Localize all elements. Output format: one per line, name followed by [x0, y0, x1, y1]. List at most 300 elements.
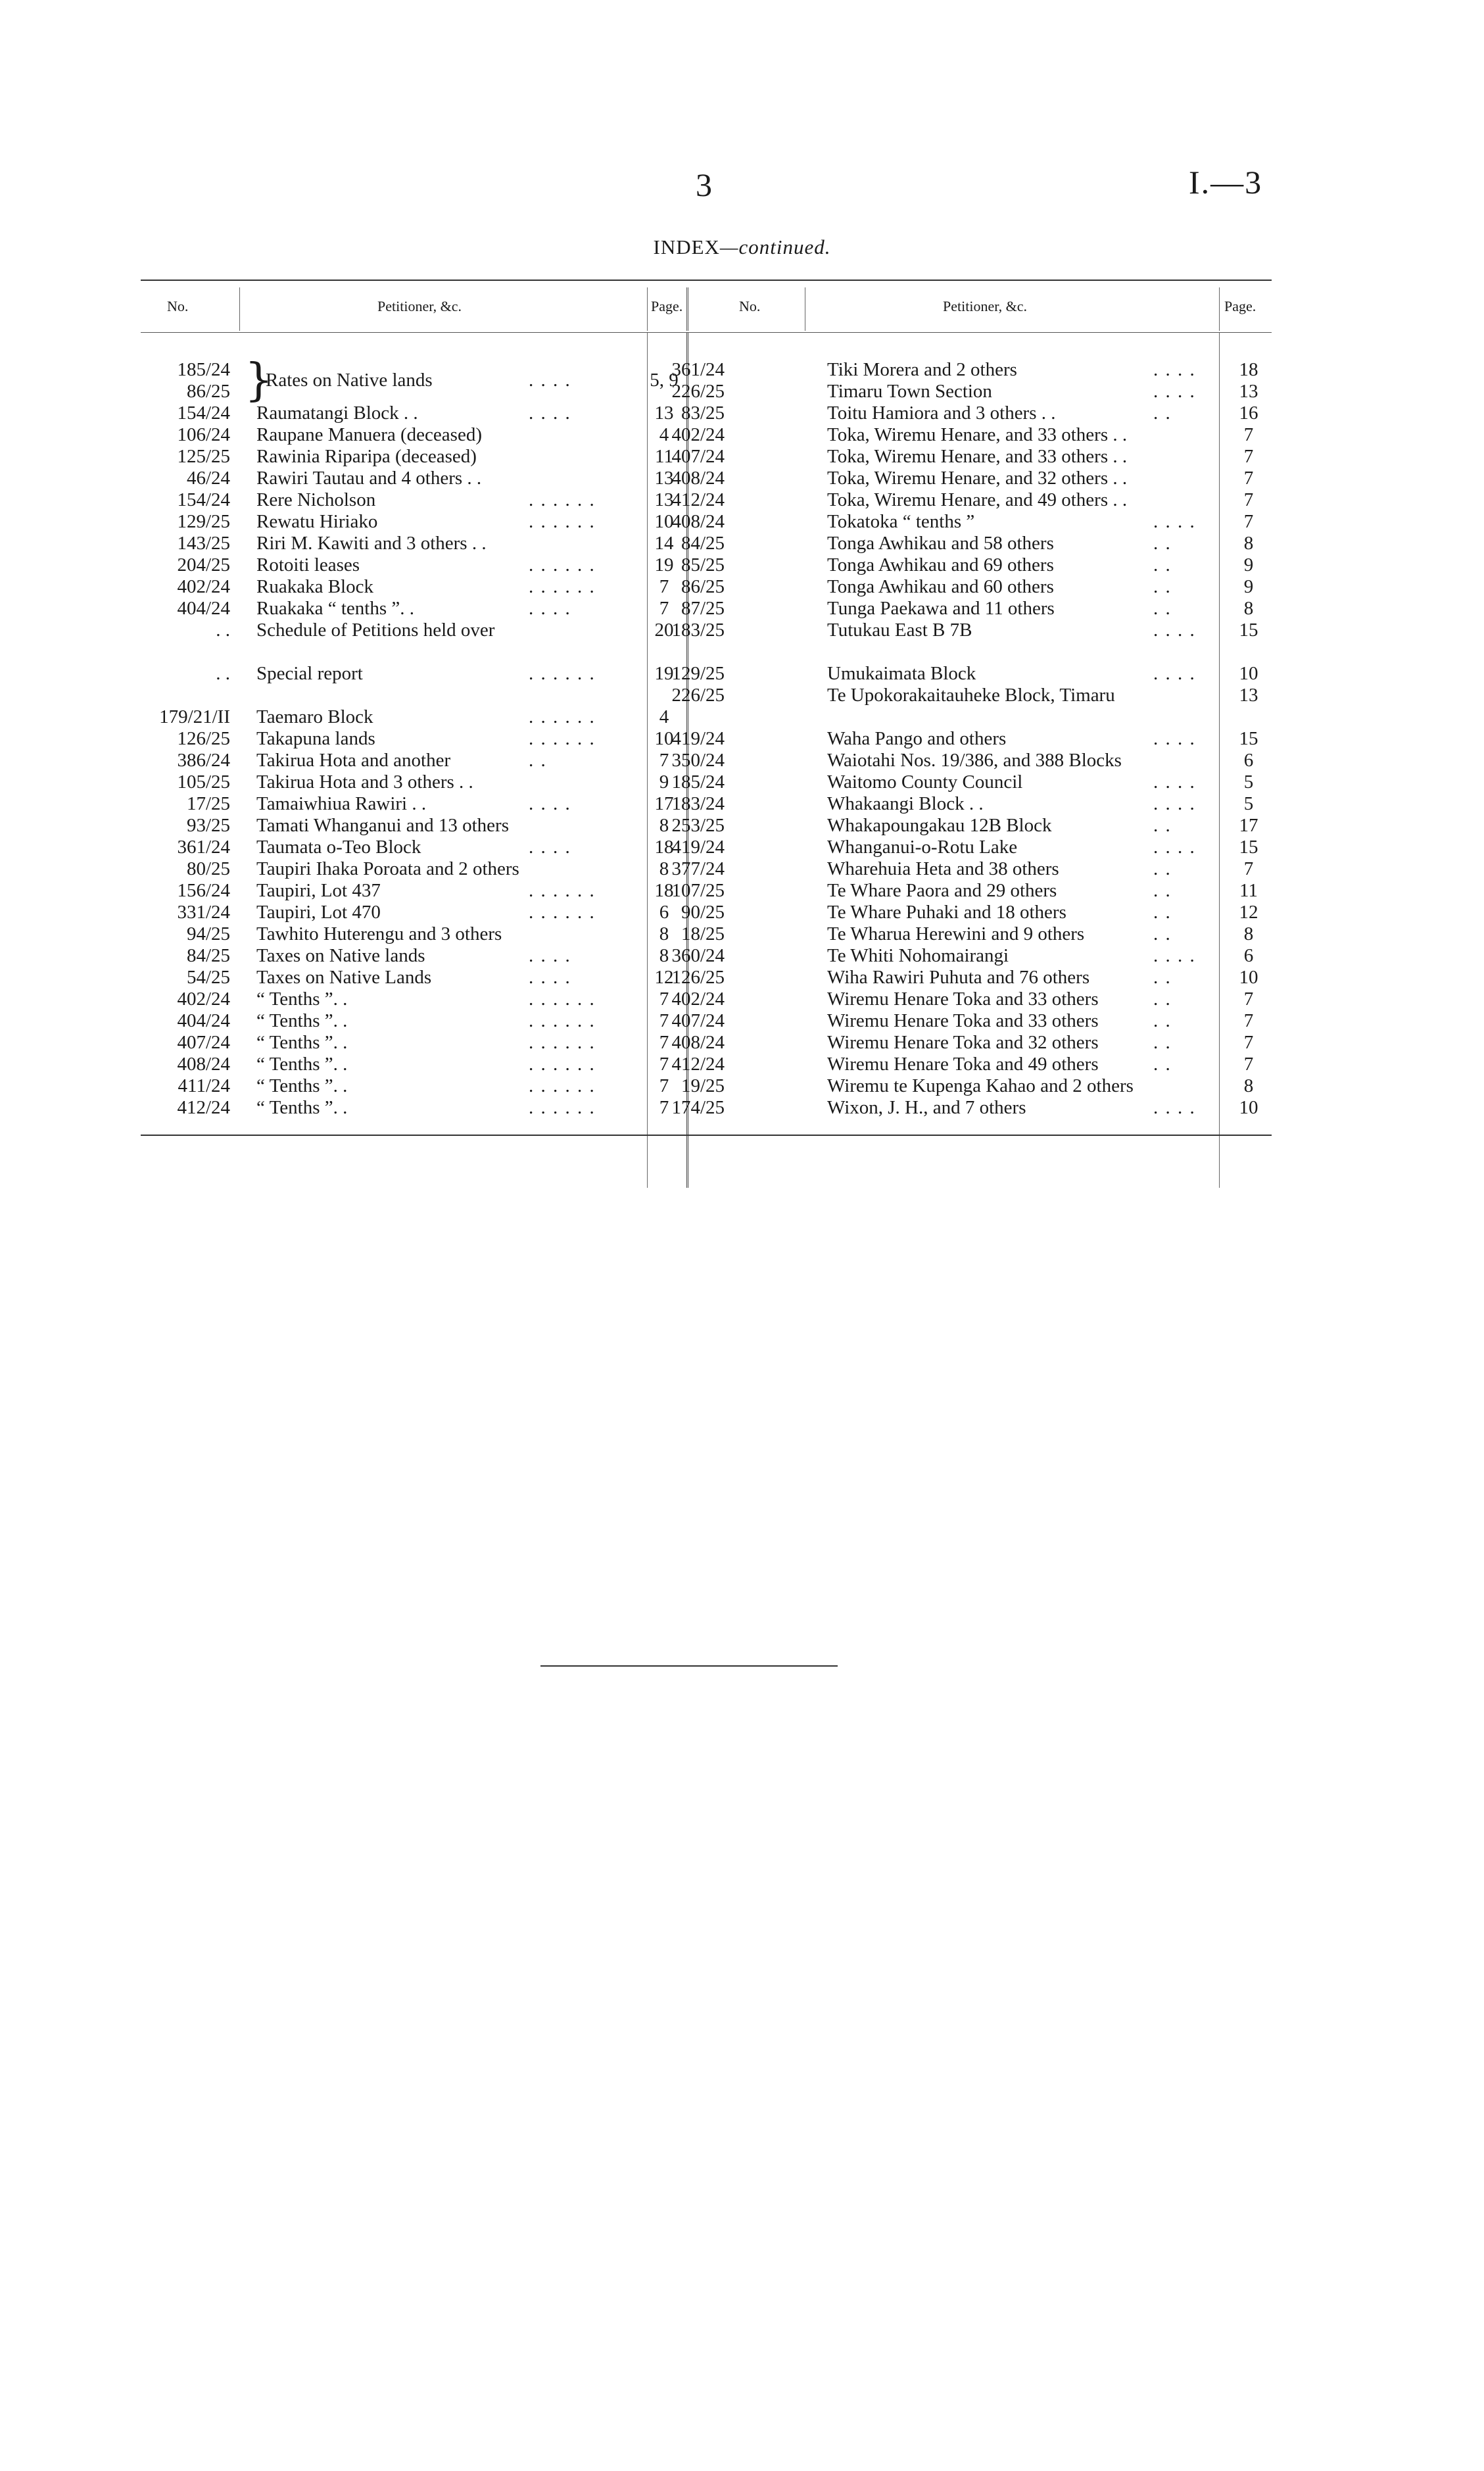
entry-page: 9	[659, 771, 669, 793]
entry-page: 7	[1243, 446, 1254, 467]
entry-page: 13	[1239, 685, 1258, 706]
entry-number: 183/25	[671, 620, 725, 641]
entry-page: 13	[654, 468, 674, 489]
entry-number: 185/24	[671, 771, 725, 793]
table-row-right	[141, 424, 1272, 446]
table-row-right	[141, 511, 1272, 533]
table-row-right	[141, 837, 1272, 858]
entry-page: 13	[654, 403, 674, 424]
entry-page: 15	[1239, 620, 1258, 641]
entry-number: 419/24	[671, 837, 725, 858]
leader-dots: . . . . . .	[529, 489, 596, 510]
entry-number: 86/25	[681, 576, 725, 597]
brace-glyph: }	[245, 355, 274, 406]
entry-page: 12	[654, 967, 674, 988]
entry-page: 7	[1243, 489, 1254, 510]
entry-petitioner: “ Tenths ”. .	[256, 1097, 348, 1118]
table-row-right	[141, 598, 1272, 620]
entry-number: 377/24	[671, 858, 725, 879]
table-row-right	[141, 489, 1272, 511]
index-title	[0, 235, 1484, 259]
leader-dots: . . . .	[529, 370, 571, 391]
leader-dots: . . . .	[1153, 793, 1196, 814]
entry-number: 154/24	[177, 489, 230, 510]
entry-number: 412/24	[671, 1054, 725, 1075]
entry-number: 350/24	[671, 750, 725, 771]
leader-dots: . .	[1153, 880, 1172, 901]
table-row-right	[141, 533, 1272, 554]
entry-number: 174/25	[671, 1097, 725, 1118]
table-row-right	[141, 880, 1272, 902]
entry-page: 7	[659, 1075, 669, 1096]
entry-number: 125/25	[177, 446, 230, 467]
entry-petitioner: Whakapoungakau 12B Block	[827, 815, 1052, 836]
entry-number: 402/24	[177, 576, 230, 597]
leader-dots: . .	[1153, 989, 1172, 1010]
table-row-right	[141, 1097, 1272, 1119]
entry-number: 402/24	[671, 424, 725, 445]
entry-number: 156/24	[177, 880, 230, 901]
entry-petitioner: Takapuna lands	[256, 728, 375, 749]
leader-dots: . . . .	[1153, 381, 1196, 402]
entry-page: 6	[659, 902, 669, 923]
entry-number: 407/24	[177, 1032, 230, 1053]
entry-number: 404/24	[177, 598, 230, 619]
entry-number: 90/25	[681, 902, 725, 923]
entry-page: 8	[659, 815, 669, 836]
entry-petitioner: Te Whare Paora and 29 others	[827, 880, 1057, 901]
entry-petitioner: Wharehuia Heta and 38 others	[827, 858, 1059, 879]
entry-page: 13	[1239, 381, 1258, 402]
entry-page: 19	[654, 663, 674, 684]
entry-number: 154/24	[177, 403, 230, 424]
entry-petitioner: Te Wharua Herewini and 9 others	[827, 923, 1085, 944]
entry-petitioner: Tamaiwhiua Rawiri . .	[256, 793, 427, 814]
entry-page: 11	[655, 446, 673, 467]
entry-petitioner: Rawinia Riparipa (deceased)	[256, 446, 477, 467]
entry-petitioner: Toka, Wiremu Henare, and 33 others . .	[827, 424, 1128, 445]
entry-page: 10	[1239, 663, 1258, 684]
entry-page: 19	[654, 554, 674, 575]
entry-petitioner: Te Whiti Nohomairangi	[827, 945, 1009, 966]
entry-petitioner: Rates on Native lands	[266, 370, 433, 391]
header-page: Page.	[651, 298, 683, 314]
entry-number: 412/24	[671, 489, 725, 510]
table-row-right	[141, 706, 1272, 728]
header-no-right: No.	[739, 298, 761, 314]
index-title-continued: —continued.	[719, 235, 831, 258]
entry-page: 17	[654, 793, 674, 814]
entry-page: 7	[659, 1054, 669, 1075]
entry-number: 107/25	[671, 880, 725, 901]
table-body	[141, 333, 1272, 1188]
entry-page: 8	[1243, 923, 1254, 944]
leader-dots: . . . . . .	[529, 554, 596, 575]
entry-page: 5	[1243, 793, 1254, 814]
table-row-right	[141, 1075, 1272, 1097]
entry-petitioner: Special report	[256, 663, 363, 684]
entry-petitioner: “ Tenths ”. .	[256, 1010, 348, 1031]
entry-page: 18	[654, 837, 674, 858]
leader-dots: . . . .	[1153, 663, 1196, 684]
entry-number: 129/25	[177, 511, 230, 532]
table-row-right	[141, 815, 1272, 837]
entry-petitioner: Tiki Morera and 2 others	[827, 359, 1017, 380]
document-reference: I.—3	[1189, 164, 1263, 201]
leader-dots: . . . . . .	[529, 902, 596, 923]
entry-page: 8	[659, 923, 669, 944]
table-row-right	[141, 771, 1272, 793]
entry-number: 226/25	[671, 381, 725, 402]
header-divider	[239, 287, 240, 331]
entry-page: 9	[1243, 576, 1254, 597]
leader-dots: . . . . . .	[529, 1010, 596, 1031]
entry-petitioner: Waiotahi Nos. 19/386, and 388 Blocks	[827, 750, 1122, 771]
table-row-right	[141, 1054, 1272, 1075]
entry-page: 18	[1239, 359, 1258, 380]
entry-petitioner: Whanganui-o-Rotu Lake	[827, 837, 1018, 858]
entry-petitioner: Tamati Whanganui and 13 others	[256, 815, 509, 836]
leader-dots: . .	[1153, 858, 1172, 879]
entry-petitioner: Ruakaka “ tenths ”. .	[256, 598, 414, 619]
header-page-right: Page.	[1224, 298, 1257, 314]
entry-page: 13	[654, 489, 674, 510]
entry-petitioner: Rawiri Tautau and 4 others . .	[256, 468, 482, 489]
entry-page: 10	[1239, 1097, 1258, 1118]
entry-page: 15	[1239, 837, 1258, 858]
leader-dots: . . . . . .	[529, 663, 596, 684]
entry-petitioner: Toitu Hamiora and 3 others . .	[827, 403, 1056, 424]
entry-petitioner: Tonga Awhikau and 69 others	[827, 554, 1054, 575]
entry-petitioner: Whakaangi Block . .	[827, 793, 984, 814]
index-title-main: INDEX	[653, 235, 720, 258]
entry-number: 106/24	[177, 424, 230, 445]
table-row-right	[141, 858, 1272, 880]
entry-page: 7	[659, 989, 669, 1010]
table-row-right	[141, 359, 1272, 381]
entry-number: 94/25	[186, 923, 230, 944]
entry-petitioner: Wiha Rawiri Puhuta and 76 others	[827, 967, 1090, 988]
leader-dots: . . . .	[529, 793, 571, 814]
entry-petitioner: Taemaro Block	[256, 706, 373, 727]
leader-dots: . . . . . .	[529, 989, 596, 1010]
entry-number: 185/24	[177, 359, 230, 380]
leader-dots: . . . . . .	[529, 576, 596, 597]
entry-petitioner: Tutukau East B 7B	[827, 620, 972, 641]
index-table	[141, 280, 1272, 1188]
leader-dots: . .	[529, 750, 547, 771]
leader-dots: . . . . . .	[529, 1075, 596, 1096]
entry-number: 19/25	[681, 1075, 725, 1096]
entry-page: 7	[1243, 511, 1254, 532]
entry-page: 7	[1243, 468, 1254, 489]
leader-dots: . . . . . .	[529, 1054, 596, 1075]
table-row-right	[141, 1010, 1272, 1032]
leader-dots: . . . .	[1153, 945, 1196, 966]
entry-page: 12	[1239, 902, 1258, 923]
entry-number: 419/24	[671, 728, 725, 749]
entry-number: 86/25	[186, 381, 230, 402]
leader-dots: . .	[1153, 554, 1172, 575]
leader-dots: . .	[1153, 403, 1172, 424]
leader-dots: . .	[1153, 967, 1172, 988]
entry-number: 407/24	[671, 1010, 725, 1031]
entry-petitioner: Toka, Wiremu Henare, and 32 others . .	[827, 468, 1128, 489]
leader-dots: . . . .	[1153, 620, 1196, 641]
entry-petitioner: “ Tenths ”. .	[256, 989, 348, 1010]
entry-page: 9	[1243, 554, 1254, 575]
entry-petitioner: Taupiri, Lot 470	[256, 902, 381, 923]
entry-number: 84/25	[681, 533, 725, 554]
leader-dots: . . . .	[1153, 1097, 1196, 1118]
entry-page: 7	[659, 1097, 669, 1118]
entry-petitioner: Wiremu Henare Toka and 33 others	[827, 1010, 1099, 1031]
entry-page: 15	[1239, 728, 1258, 749]
table-row-right	[141, 728, 1272, 750]
table-row-right	[141, 685, 1272, 706]
entry-number: 105/25	[177, 771, 230, 793]
leader-dots: . . . .	[529, 967, 571, 988]
leader-dots: . .	[1153, 533, 1172, 554]
entry-number: 361/24	[671, 359, 725, 380]
leader-dots: . . . . . .	[529, 1097, 596, 1118]
entry-number: 46/24	[186, 468, 230, 489]
header-divider	[1219, 287, 1220, 331]
entry-petitioner: “ Tenths ”. .	[256, 1075, 348, 1096]
entry-petitioner: Te Whare Puhaki and 18 others	[827, 902, 1066, 923]
leader-dots: . .	[1153, 576, 1172, 597]
entry-page: 8	[1243, 533, 1254, 554]
entry-petitioner: Waitomo County Council	[827, 771, 1023, 793]
leader-dots: . .	[1153, 1032, 1172, 1053]
entry-page: 6	[1243, 945, 1254, 966]
entry-page: 4	[659, 706, 669, 727]
entry-page: 7	[659, 576, 669, 597]
table-row-right	[141, 554, 1272, 576]
entry-petitioner: Toka, Wiremu Henare, and 49 others . .	[827, 489, 1128, 510]
entry-number: 402/24	[671, 989, 725, 1010]
leader-dots: . . . .	[529, 945, 571, 966]
entry-number: 18/25	[681, 923, 725, 944]
entry-petitioner: Taumata o-Teo Block	[256, 837, 421, 858]
entry-petitioner: Takirua Hota and 3 others . .	[256, 771, 473, 793]
table-row-right	[141, 793, 1272, 815]
entry-petitioner: Te Upokorakaitauheke Block, Timaru	[827, 685, 1115, 706]
leader-dots: . .	[1153, 598, 1172, 619]
table-row-right	[141, 576, 1272, 598]
entry-petitioner: Tawhito Huterengu and 3 others	[256, 923, 502, 944]
entry-number: 183/24	[671, 793, 725, 814]
entry-number: 126/25	[177, 728, 230, 749]
page-number: 3	[696, 166, 712, 203]
entry-number: 87/25	[681, 598, 725, 619]
entry-number: 129/25	[671, 663, 725, 684]
entry-petitioner: Tonga Awhikau and 60 others	[827, 576, 1054, 597]
entry-number: 93/25	[186, 815, 230, 836]
entry-page: 7	[1243, 1010, 1254, 1031]
entry-petitioner: Wiremu Henare Toka and 33 others	[827, 989, 1099, 1010]
entry-number: 408/24	[671, 511, 725, 532]
leader-dots: . . . .	[1153, 511, 1196, 532]
leader-dots: . . . . . .	[529, 728, 596, 749]
entry-number: 80/25	[186, 858, 230, 879]
leader-dots: . .	[1153, 1010, 1172, 1031]
entry-page: 14	[654, 533, 674, 554]
table-row-right	[141, 989, 1272, 1010]
entry-petitioner: Wiremu te Kupenga Kahao and 2 others	[827, 1075, 1134, 1096]
table-row-right	[141, 641, 1272, 663]
entry-page: 7	[1243, 858, 1254, 879]
entry-number: 402/24	[177, 989, 230, 1010]
table-row-right	[141, 750, 1272, 771]
entry-number: 408/24	[671, 468, 725, 489]
entry-petitioner: Raupane Manuera (deceased)	[256, 424, 482, 445]
entry-page: 7	[659, 1032, 669, 1053]
entry-number: 386/24	[177, 750, 230, 771]
entry-page: 10	[1239, 967, 1258, 988]
entry-page: 10	[654, 511, 674, 532]
entry-petitioner: Toka, Wiremu Henare, and 33 others . .	[827, 446, 1128, 467]
entry-number: 204/25	[177, 554, 230, 575]
table-row-right	[141, 381, 1272, 403]
entry-number: 83/25	[681, 403, 725, 424]
entry-page: 7	[659, 1010, 669, 1031]
leader-dots: . .	[1153, 1054, 1172, 1075]
leader-dots: . .	[1153, 902, 1172, 923]
entry-page: 7	[659, 598, 669, 619]
entry-petitioner: Raumatangi Block . .	[256, 403, 418, 424]
leader-dots: . . . . . .	[529, 1032, 596, 1053]
table-row-right	[141, 663, 1272, 685]
entry-page: 7	[1243, 424, 1254, 445]
entry-number: 54/25	[186, 967, 230, 988]
entry-number: 253/25	[671, 815, 725, 836]
table-row-right	[141, 468, 1272, 489]
entry-number: 360/24	[671, 945, 725, 966]
leader-dots: . . . .	[529, 837, 571, 858]
entry-petitioner: Wiremu Henare Toka and 32 others	[827, 1032, 1099, 1053]
leader-dots: . . . . . .	[529, 511, 596, 532]
entry-number: 404/24	[177, 1010, 230, 1031]
entry-page: 8	[1243, 598, 1254, 619]
entry-petitioner: Riri M. Kawiti and 3 others . .	[256, 533, 487, 554]
header-petitioner: Petitioner, &c.	[377, 298, 462, 314]
entry-page: 11	[1239, 880, 1258, 901]
entry-petitioner: “ Tenths ”. .	[256, 1054, 348, 1075]
entry-page: 20	[654, 620, 674, 641]
entry-petitioner: Taxes on Native Lands	[256, 967, 432, 988]
entry-number: 226/25	[671, 685, 725, 706]
leader-dots: . . . .	[529, 598, 571, 619]
entry-number: 412/24	[177, 1097, 230, 1118]
table-row-right	[141, 967, 1272, 989]
leader-dots: . . . . . .	[529, 706, 596, 727]
entry-petitioner: Takirua Hota and another	[256, 750, 451, 771]
leader-dots: . .	[1153, 815, 1172, 836]
entry-petitioner: Ruakaka Block	[256, 576, 373, 597]
entry-page: 5	[1243, 771, 1254, 793]
leader-dots: . . . .	[1153, 728, 1196, 749]
entry-petitioner: Taupiri, Lot 437	[256, 880, 381, 901]
entry-number: 361/24	[177, 837, 230, 858]
entry-page: 7	[1243, 1054, 1254, 1075]
table-row-right	[141, 902, 1272, 923]
entry-number: 408/24	[177, 1054, 230, 1075]
entry-number: 143/25	[177, 533, 230, 554]
header-divider	[647, 287, 648, 331]
entry-petitioner: Timaru Town Section	[827, 381, 992, 402]
entry-number: 407/24	[671, 446, 725, 467]
leader-dots: . . . .	[1153, 771, 1196, 793]
entry-petitioner: Tonga Awhikau and 58 others	[827, 533, 1054, 554]
entry-page: 8	[1243, 1075, 1254, 1096]
header-no: No.	[167, 298, 189, 314]
leader-dots: . .	[1153, 923, 1172, 944]
entry-page: 8	[659, 945, 669, 966]
entry-page: 8	[659, 858, 669, 879]
entry-page: 6	[1243, 750, 1254, 771]
entry-number: 179/21/II	[159, 706, 230, 727]
entry-petitioner: Wixon, J. H., and 7 others	[827, 1097, 1026, 1118]
entry-number: . .	[216, 620, 230, 641]
table-row-right	[141, 923, 1272, 945]
table-row-right	[141, 446, 1272, 468]
entry-page: 7	[1243, 989, 1254, 1010]
entry-petitioner: “ Tenths ”. .	[256, 1032, 348, 1053]
entry-petitioner: Tokatoka “ tenths ”	[827, 511, 975, 532]
table-header	[141, 281, 1272, 332]
entry-petitioner: Taxes on Native lands	[256, 945, 425, 966]
entry-number: 331/24	[177, 902, 230, 923]
entry-petitioner: Rere Nicholson	[256, 489, 376, 510]
entry-petitioner: Wiremu Henare Toka and 49 others	[827, 1054, 1099, 1075]
table-bottom-rule	[141, 1135, 1272, 1136]
leader-dots: . . . . . .	[529, 880, 596, 901]
table-row-right	[141, 1032, 1272, 1054]
entry-petitioner: Rotoiti leases	[256, 554, 360, 575]
entry-petitioner: Tunga Paekawa and 11 others	[827, 598, 1055, 619]
entry-petitioner: Taupiri Ihaka Poroata and 2 others	[256, 858, 519, 879]
entry-petitioner: Schedule of Petitions held over	[256, 620, 495, 641]
entry-page: 4	[659, 424, 669, 445]
entry-number: . .	[216, 663, 230, 684]
end-rule	[540, 1665, 838, 1667]
entry-page: 17	[1239, 815, 1258, 836]
leader-dots: . . . .	[1153, 359, 1196, 380]
entry-page: 10	[654, 728, 674, 749]
leader-dots: . . . .	[529, 403, 571, 424]
entry-page: 7	[1243, 1032, 1254, 1053]
entry-petitioner: Waha Pango and others	[827, 728, 1007, 749]
table-row-right	[141, 620, 1272, 641]
header-petitioner-right: Petitioner, &c.	[943, 298, 1028, 314]
table-row-right	[141, 945, 1272, 967]
entry-page: 18	[654, 880, 674, 901]
entry-number: 84/25	[186, 945, 230, 966]
entry-petitioner: Rewatu Hiriako	[256, 511, 378, 532]
entry-page: 5, 9	[650, 370, 679, 391]
entry-number: 126/25	[671, 967, 725, 988]
leader-dots: . . . .	[1153, 837, 1196, 858]
header-divider-double	[686, 287, 688, 331]
entry-number: 408/24	[671, 1032, 725, 1053]
entry-number: 85/25	[681, 554, 725, 575]
entry-page: 7	[659, 750, 669, 771]
entry-number: 411/24	[178, 1075, 230, 1096]
table-row-right	[141, 403, 1272, 424]
entry-petitioner: Umukaimata Block	[827, 663, 976, 684]
entry-page: 16	[1239, 403, 1258, 424]
